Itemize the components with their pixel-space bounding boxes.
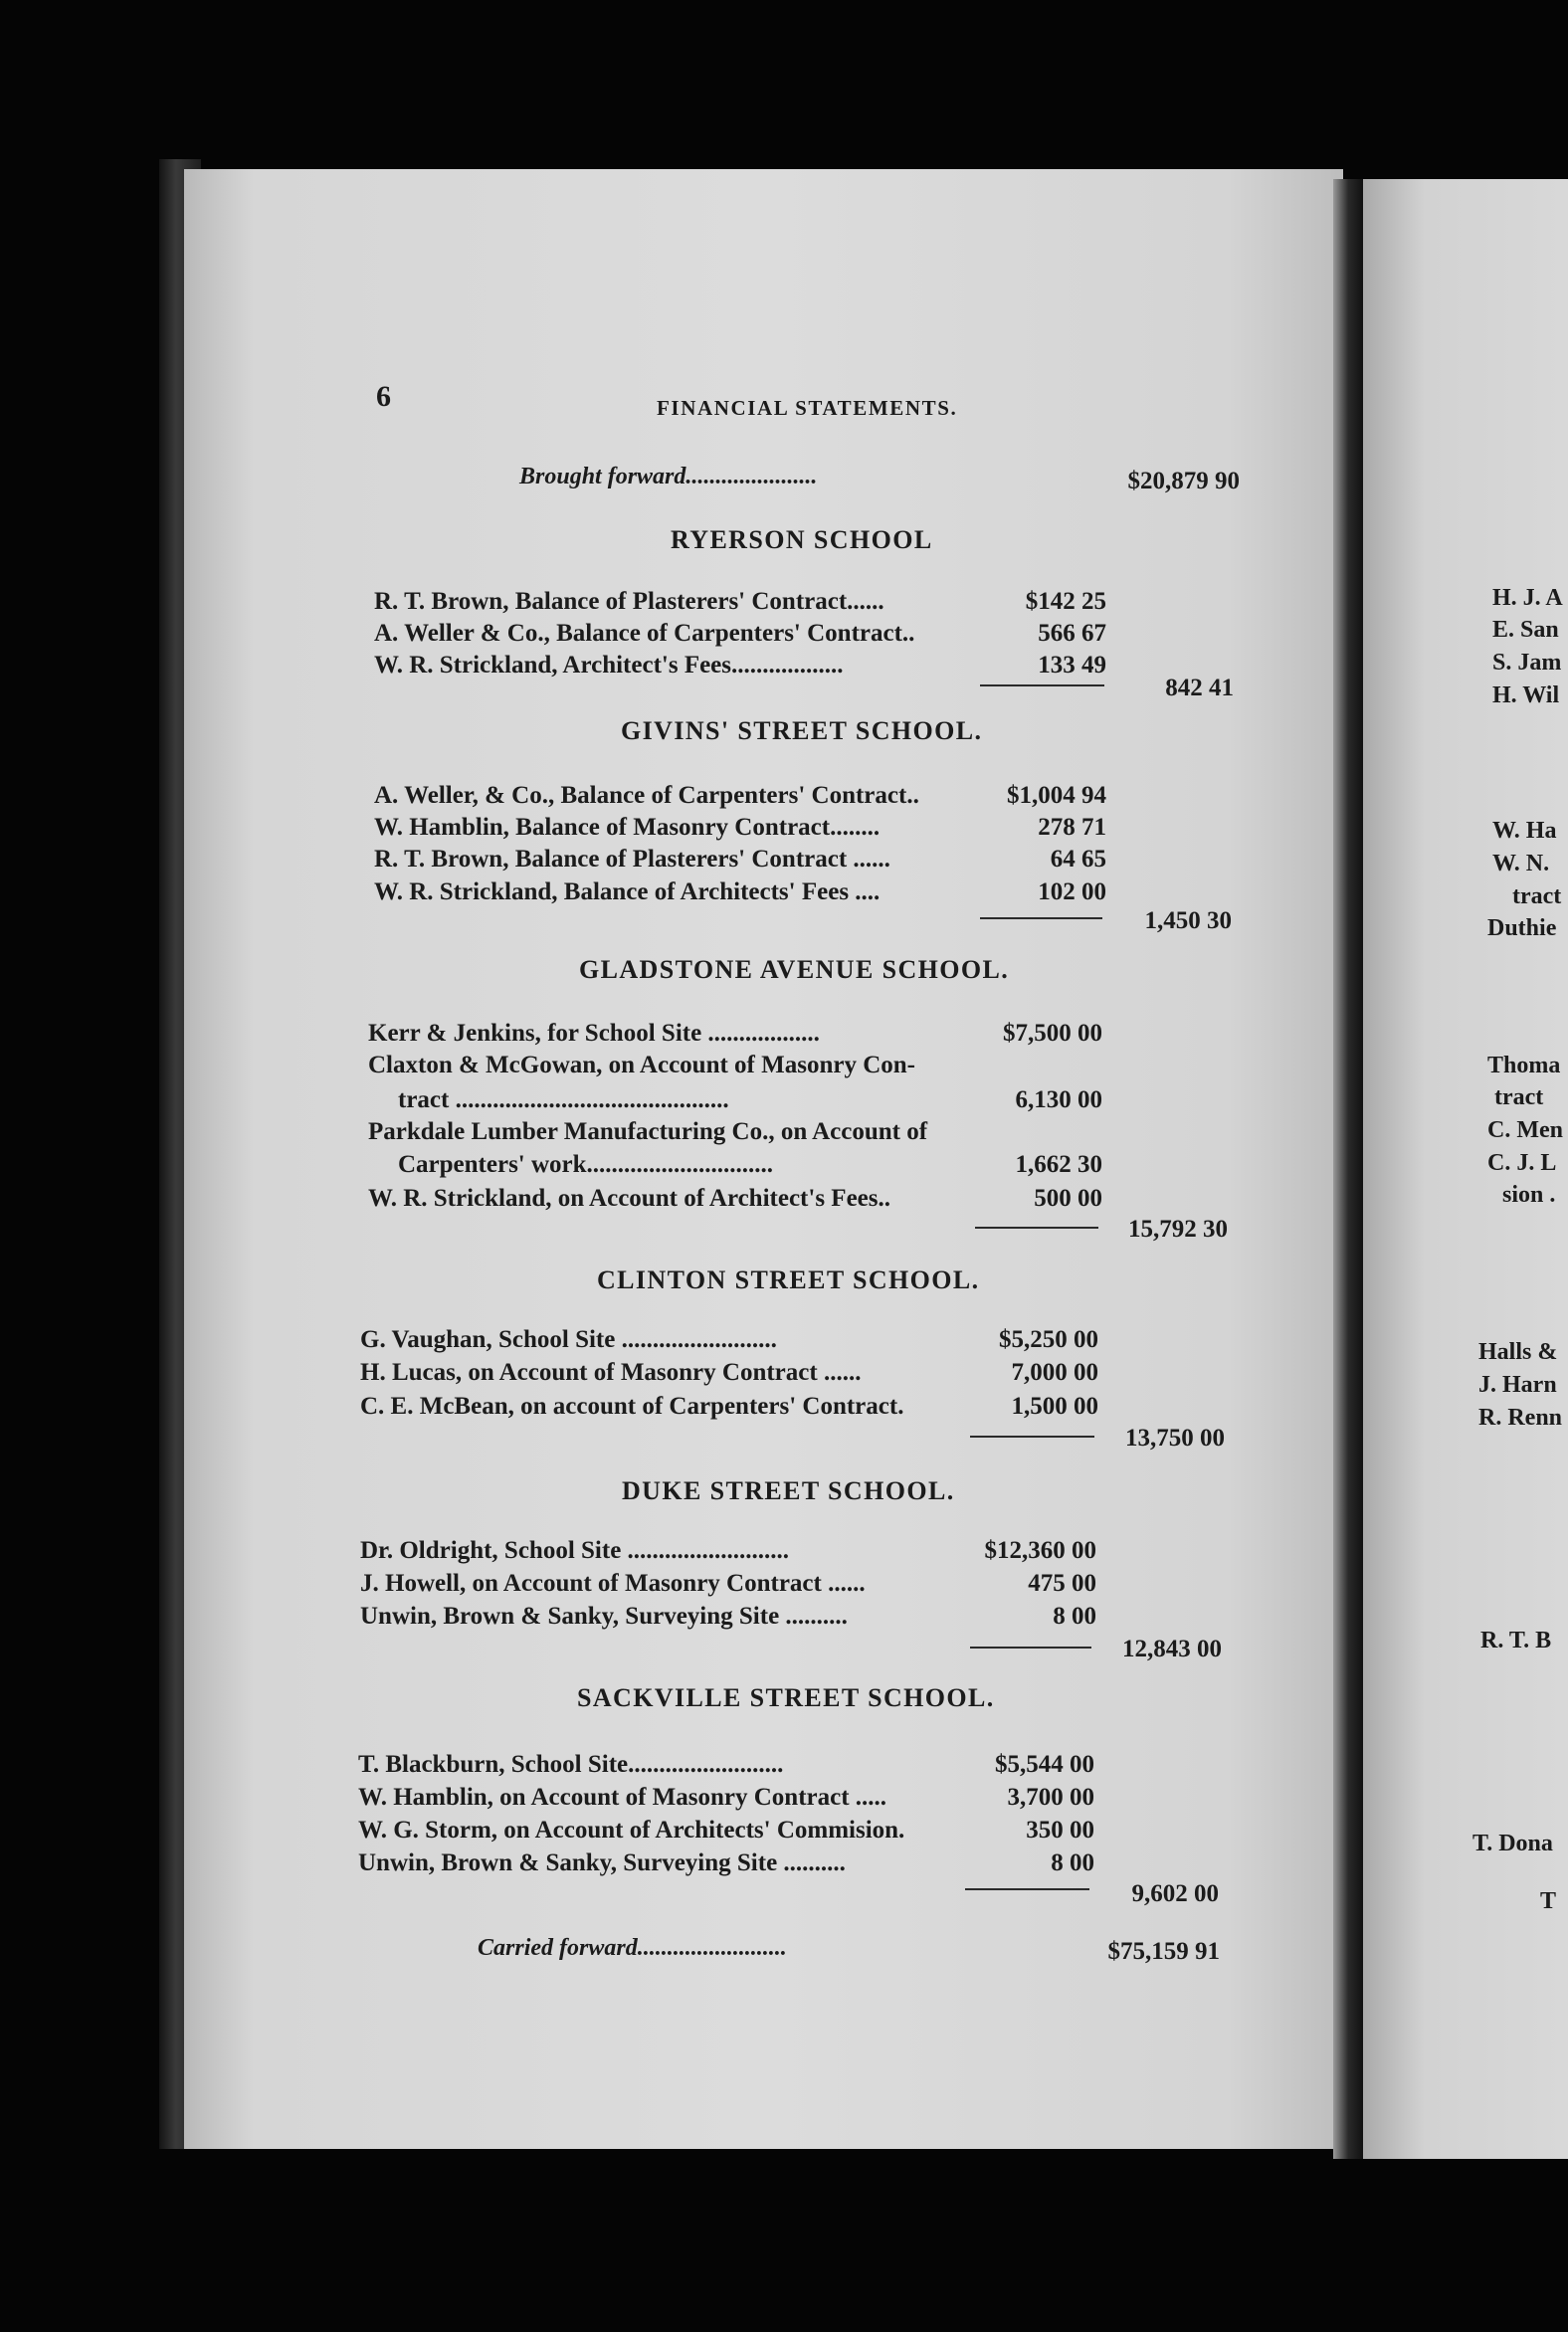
entry-amount: 566 67: [1038, 620, 1106, 647]
carried-forward-label: Carried forward.........................: [478, 1935, 787, 1961]
entry-amount: $7,500 00: [1003, 1020, 1102, 1047]
section-heading: SACKVILLE STREET SCHOOL.: [577, 1683, 995, 1712]
entry-label: Unwin, Brown & Sanky, Surveying Site ..........: [360, 1603, 848, 1630]
entry-label: W. R. Strickland, on Account of Architect's Fees..: [368, 1185, 890, 1212]
entry-label: W. R. Strickland, Balance of Architects' Fees ....: [374, 878, 881, 905]
entry-amount: 3,700 00: [1007, 1784, 1094, 1811]
section-heading: CLINTON STREET SCHOOL.: [597, 1265, 980, 1294]
entry-label: A. Weller, & Co., Balance of Carpenters' Contract..: [374, 782, 919, 809]
adjacent-fragment: T. Dona: [1472, 1831, 1553, 1856]
section-total: 9,602 00: [1131, 1880, 1219, 1907]
adjacent-fragment: W. Ha: [1492, 818, 1557, 844]
adjacent-fragment: H. Wil: [1492, 682, 1560, 708]
entry-amount: $1,004 94: [1007, 782, 1106, 809]
section-heading: DUKE STREET SCHOOL.: [622, 1476, 955, 1505]
entry-amount: 64 65: [1050, 846, 1106, 873]
entry-label: H. Lucas, on Account of Masonry Contract ......: [360, 1359, 862, 1386]
entry-amount: 1,662 30: [1015, 1151, 1102, 1178]
entry-amount: $5,250 00: [999, 1326, 1098, 1353]
section-total: 13,750 00: [1125, 1425, 1225, 1452]
page-gutter: [1333, 179, 1363, 2159]
entry-amount: 8 00: [1053, 1603, 1096, 1630]
entry-label: R. T. Brown, Balance of Plasterers' Contract......: [374, 588, 884, 615]
adjacent-fragment: tract: [1494, 1084, 1544, 1110]
adjacent-fragment: S. Jam: [1492, 650, 1562, 676]
entry-label: Claxton & McGowan, on Account of Masonry Con-: [368, 1052, 915, 1078]
entry-amount: 8 00: [1051, 1849, 1094, 1876]
entry-amount: 278 71: [1038, 814, 1106, 841]
adjacent-fragment: J. Harn: [1478, 1372, 1557, 1398]
entry-label: A. Weller & Co., Balance of Carpenters' Contract..: [374, 620, 915, 647]
brought-forward-total: $20,879 90: [1127, 468, 1240, 494]
entry-amount: $142 25: [1025, 588, 1106, 615]
adjacent-fragment: E. San: [1492, 617, 1559, 643]
adjacent-fragment: W. N.: [1492, 851, 1550, 876]
entry-amount: 500 00: [1034, 1185, 1102, 1212]
entry-label: Parkdale Lumber Manufacturing Co., on Account of: [368, 1118, 928, 1145]
adjacent-page: [1363, 179, 1568, 2159]
brought-forward-label: Brought forward......................: [519, 464, 818, 489]
entry-label: W. Hamblin, Balance of Masonry Contract........: [374, 814, 881, 841]
entry-label: R. T. Brown, Balance of Plasterers' Contract ......: [374, 846, 890, 873]
entry-label: C. E. McBean, on account of Carpenters' Contract.: [360, 1393, 904, 1420]
entry-amount: 133 49: [1038, 652, 1106, 679]
entry-label: tract ............................................: [398, 1086, 729, 1113]
entry-amount: 7,000 00: [1011, 1359, 1098, 1386]
section-total: 1,450 30: [1144, 907, 1232, 934]
page-number: 6: [376, 380, 391, 413]
adjacent-fragment: H. J. A: [1492, 585, 1563, 611]
entry-label: W. Hamblin, on Account of Masonry Contract .....: [358, 1784, 887, 1811]
carried-forward-total: $75,159 91: [1107, 1938, 1220, 1965]
entry-amount: 350 00: [1026, 1817, 1094, 1844]
section-total: 842 41: [1165, 675, 1234, 701]
entry-label: J. Howell, on Account of Masonry Contract ......: [360, 1570, 866, 1597]
entry-label: W. G. Storm, on Account of Architects' Commision.: [358, 1817, 905, 1844]
section-total: 15,792 30: [1128, 1216, 1228, 1243]
adjacent-fragment: sion .: [1502, 1182, 1556, 1208]
running-head: FINANCIAL STATEMENTS.: [657, 396, 958, 420]
entry-label: Unwin, Brown & Sanky, Surveying Site ..........: [358, 1849, 846, 1876]
adjacent-fragment: T: [1540, 1888, 1557, 1914]
adjacent-fragment: R. T. B: [1480, 1628, 1552, 1653]
adjacent-fragment: C. Men: [1487, 1117, 1563, 1143]
entry-amount: 102 00: [1038, 878, 1106, 905]
entry-label: W. R. Strickland, Architect's Fees..................: [374, 652, 844, 679]
entry-label: T. Blackburn, School Site.........................: [358, 1751, 784, 1778]
entry-amount: 1,500 00: [1011, 1393, 1098, 1420]
entry-label: Carpenters' work..............................: [398, 1151, 774, 1178]
adjacent-fragment: C. J. L: [1487, 1150, 1557, 1176]
entry-amount: 475 00: [1028, 1570, 1096, 1597]
entry-amount: $12,360 00: [984, 1537, 1096, 1564]
section-heading: RYERSON SCHOOL: [671, 525, 933, 554]
section-total: 12,843 00: [1122, 1636, 1222, 1662]
entry-label: Kerr & Jenkins, for School Site ..................: [368, 1020, 820, 1047]
entry-amount: 6,130 00: [1015, 1086, 1102, 1113]
entry-amount: $5,544 00: [995, 1751, 1094, 1778]
adjacent-fragment: Thoma: [1487, 1053, 1561, 1078]
section-heading: GIVINS' STREET SCHOOL.: [621, 716, 983, 745]
adjacent-fragment: Halls &: [1478, 1339, 1558, 1365]
entry-label: G. Vaughan, School Site .........................: [360, 1326, 777, 1353]
adjacent-fragment: R. Renn: [1478, 1405, 1563, 1431]
entry-label: Dr. Oldright, School Site ..........................: [360, 1537, 790, 1564]
section-heading: GLADSTONE AVENUE SCHOOL.: [579, 955, 1010, 984]
adjacent-fragment: tract: [1512, 883, 1562, 909]
adjacent-fragment: Duthie: [1487, 915, 1557, 941]
